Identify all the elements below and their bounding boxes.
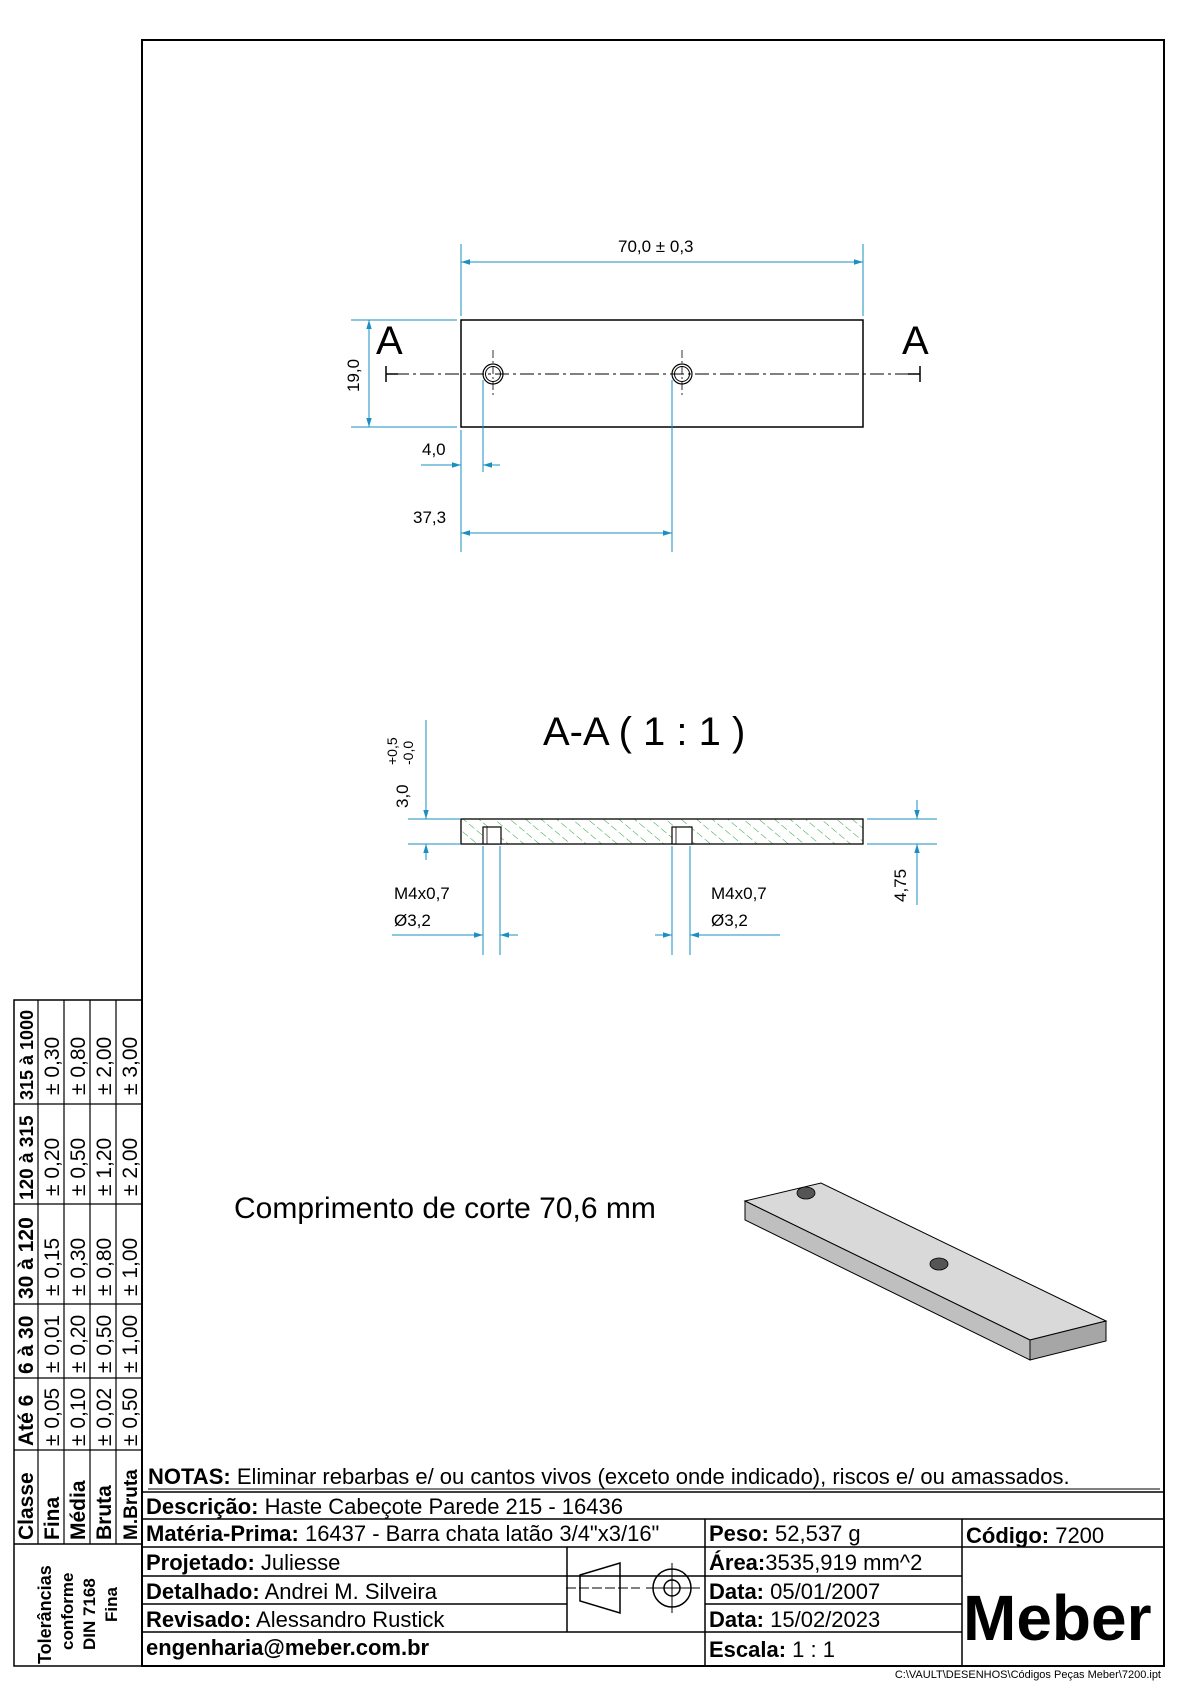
dim-depth-tol-minus: -0,0 — [400, 740, 416, 765]
projection-symbol-icon — [566, 1563, 700, 1613]
iso-top-face — [745, 1183, 1106, 1340]
tolerance-table — [14, 1000, 142, 1666]
thread-right-spec: M4x0,7 — [711, 884, 767, 903]
tol-range-315-1000: 315 à 1000 — [17, 1009, 37, 1100]
tol-caption-4: Fina — [102, 1587, 121, 1622]
section-title: A-A ( 1 : 1 ) — [543, 710, 746, 754]
dim-depth-tol-plus: +0,5 — [384, 737, 400, 765]
tb-projetado — [146, 1550, 340, 1575]
tol-val: ± 1,00 — [119, 1314, 142, 1373]
cut-length-note: Comprimento de corte 70,6 mm — [234, 1192, 656, 1225]
tol-caption-2: conforme — [58, 1572, 77, 1650]
tb-peso — [709, 1521, 861, 1546]
tol-class-mbruta: M.Bruta — [121, 1469, 142, 1540]
tb-data2 — [709, 1607, 880, 1632]
tb-projetado-value: Juliesse — [254, 1550, 341, 1575]
tb-peso-label: Peso: — [709, 1521, 769, 1546]
tb-materia — [146, 1521, 659, 1546]
tol-val: ± 0,10 — [67, 1387, 90, 1446]
tol-val: ± 1,00 — [119, 1237, 142, 1296]
tb-data2-value: 15/02/2023 — [764, 1607, 881, 1632]
thread-hole-right — [672, 827, 692, 844]
tol-class-media: Média — [67, 1480, 90, 1540]
tol-val: ± 0,20 — [41, 1137, 64, 1196]
thread-right-drill: Ø3,2 — [711, 911, 748, 930]
section-label-left: A — [376, 319, 403, 363]
tol-class-bruta: Bruta — [93, 1485, 116, 1540]
section-body-hatch — [461, 819, 863, 844]
tb-revisado-value: Alessandro Rustick — [251, 1607, 445, 1632]
tb-detalhado-value: Andrei M. Silveira — [259, 1579, 437, 1604]
tb-codigo-value: 7200 — [1049, 1523, 1105, 1548]
tol-val: ± 0,50 — [67, 1137, 90, 1196]
dim-hole1-text: 4,0 — [422, 440, 446, 459]
tol-header-classe: Classe — [15, 1472, 38, 1540]
notes — [148, 1464, 1070, 1489]
tol-caption-3: DIN 7168 — [80, 1578, 99, 1650]
tb-data1-value: 05/01/2007 — [764, 1579, 881, 1604]
tol-val: ± 2,00 — [119, 1137, 142, 1196]
tol-range-6-30: 6 à 30 — [15, 1315, 38, 1374]
thread-hole-left — [483, 827, 501, 844]
notes-text: Eliminar rebarbas e/ ou cantos vivos (exceto onde indicado), riscos e/ ou amassados. — [230, 1464, 1070, 1489]
dim-length-text: 70,0 ± 0,3 — [618, 237, 694, 256]
tol-val: ± 0,30 — [41, 1036, 64, 1095]
dim-depth-text: 3,0 — [393, 784, 412, 808]
iso-hole-1 — [797, 1187, 815, 1199]
tb-escala-value: 1 : 1 — [786, 1637, 835, 1662]
tb-revisado — [146, 1607, 445, 1632]
tb-email: engenharia@meber.com.br — [146, 1635, 430, 1660]
dim-thick-text: 4,75 — [891, 868, 910, 902]
tol-val: ± 0,30 — [67, 1237, 90, 1296]
tb-materia-label: Matéria-Prima: — [146, 1521, 299, 1546]
tol-val: ± 0,02 — [93, 1387, 116, 1446]
tol-val: ± 3,00 — [119, 1036, 142, 1095]
sheet-border — [142, 40, 1164, 1666]
tb-escala — [709, 1637, 835, 1662]
tb-area-label: Área: — [709, 1550, 766, 1575]
tb-descricao-value: Haste Cabeçote Parede 215 - 16436 — [258, 1494, 623, 1519]
tb-data1-label: Data: — [709, 1579, 765, 1604]
tol-caption-1: Tolerâncias — [35, 1565, 55, 1664]
tb-descricao — [146, 1494, 623, 1519]
tol-val: ± 0,50 — [119, 1387, 142, 1446]
section-view — [384, 710, 937, 955]
notes-label: NOTAS: — [148, 1464, 231, 1489]
tol-val: ± 0,50 — [93, 1314, 116, 1373]
plan-view — [344, 237, 929, 552]
tb-data1 — [709, 1579, 880, 1604]
tb-descricao-label: Descrição: — [146, 1494, 259, 1519]
tol-val: ± 1,20 — [93, 1137, 116, 1196]
tol-range-ate-6: Até 6 — [15, 1394, 38, 1446]
dim-hole2-text: 37,3 — [413, 508, 447, 527]
thread-left-drill: Ø3,2 — [394, 911, 431, 930]
tol-val: ± 0,01 — [41, 1314, 64, 1373]
tb-detalhado — [146, 1579, 438, 1604]
tb-projetado-label: Projetado: — [146, 1550, 255, 1575]
tb-revisado-label: Revisado: — [146, 1607, 252, 1632]
tb-escala-label: Escala: — [709, 1637, 787, 1662]
tol-range-30-120: 30 à 120 — [15, 1217, 38, 1299]
tb-data2-label: Data: — [709, 1607, 765, 1632]
tb-codigo — [966, 1523, 1104, 1548]
tb-materia-value: 16437 - Barra chata latão 3/4"x3/16" — [298, 1521, 660, 1546]
tol-val: ± 0,80 — [93, 1237, 116, 1296]
tol-val: ± 2,00 — [93, 1036, 116, 1095]
dim-height-text: 19,0 — [344, 358, 363, 392]
tol-range-120-315: 120 à 315 — [17, 1115, 38, 1200]
meber-logo: Meber — [963, 1582, 1152, 1654]
section-label-right: A — [902, 319, 929, 363]
tb-codigo-label: Código: — [966, 1523, 1050, 1548]
tol-val: ± 0,15 — [41, 1237, 64, 1296]
tol-class-fina: Fina — [41, 1496, 64, 1540]
title-block — [142, 1492, 1164, 1681]
tb-area — [709, 1550, 922, 1575]
isometric-view — [745, 1183, 1106, 1360]
thread-left-spec: M4x0,7 — [394, 884, 450, 903]
tb-area-value: 3535,919 mm^2 — [765, 1550, 923, 1575]
tol-val: ± 0,80 — [67, 1036, 90, 1095]
file-path: C:\VAULT\DESENHOS\Códigos Peças Meber\7200.ipt — [894, 1669, 1161, 1681]
tol-val: ± 0,20 — [67, 1314, 90, 1373]
tb-peso-value: 52,537 g — [768, 1521, 861, 1546]
iso-hole-2 — [930, 1258, 948, 1270]
tb-detalhado-label: Detalhado: — [146, 1579, 260, 1604]
tol-val: ± 0,05 — [41, 1387, 64, 1446]
